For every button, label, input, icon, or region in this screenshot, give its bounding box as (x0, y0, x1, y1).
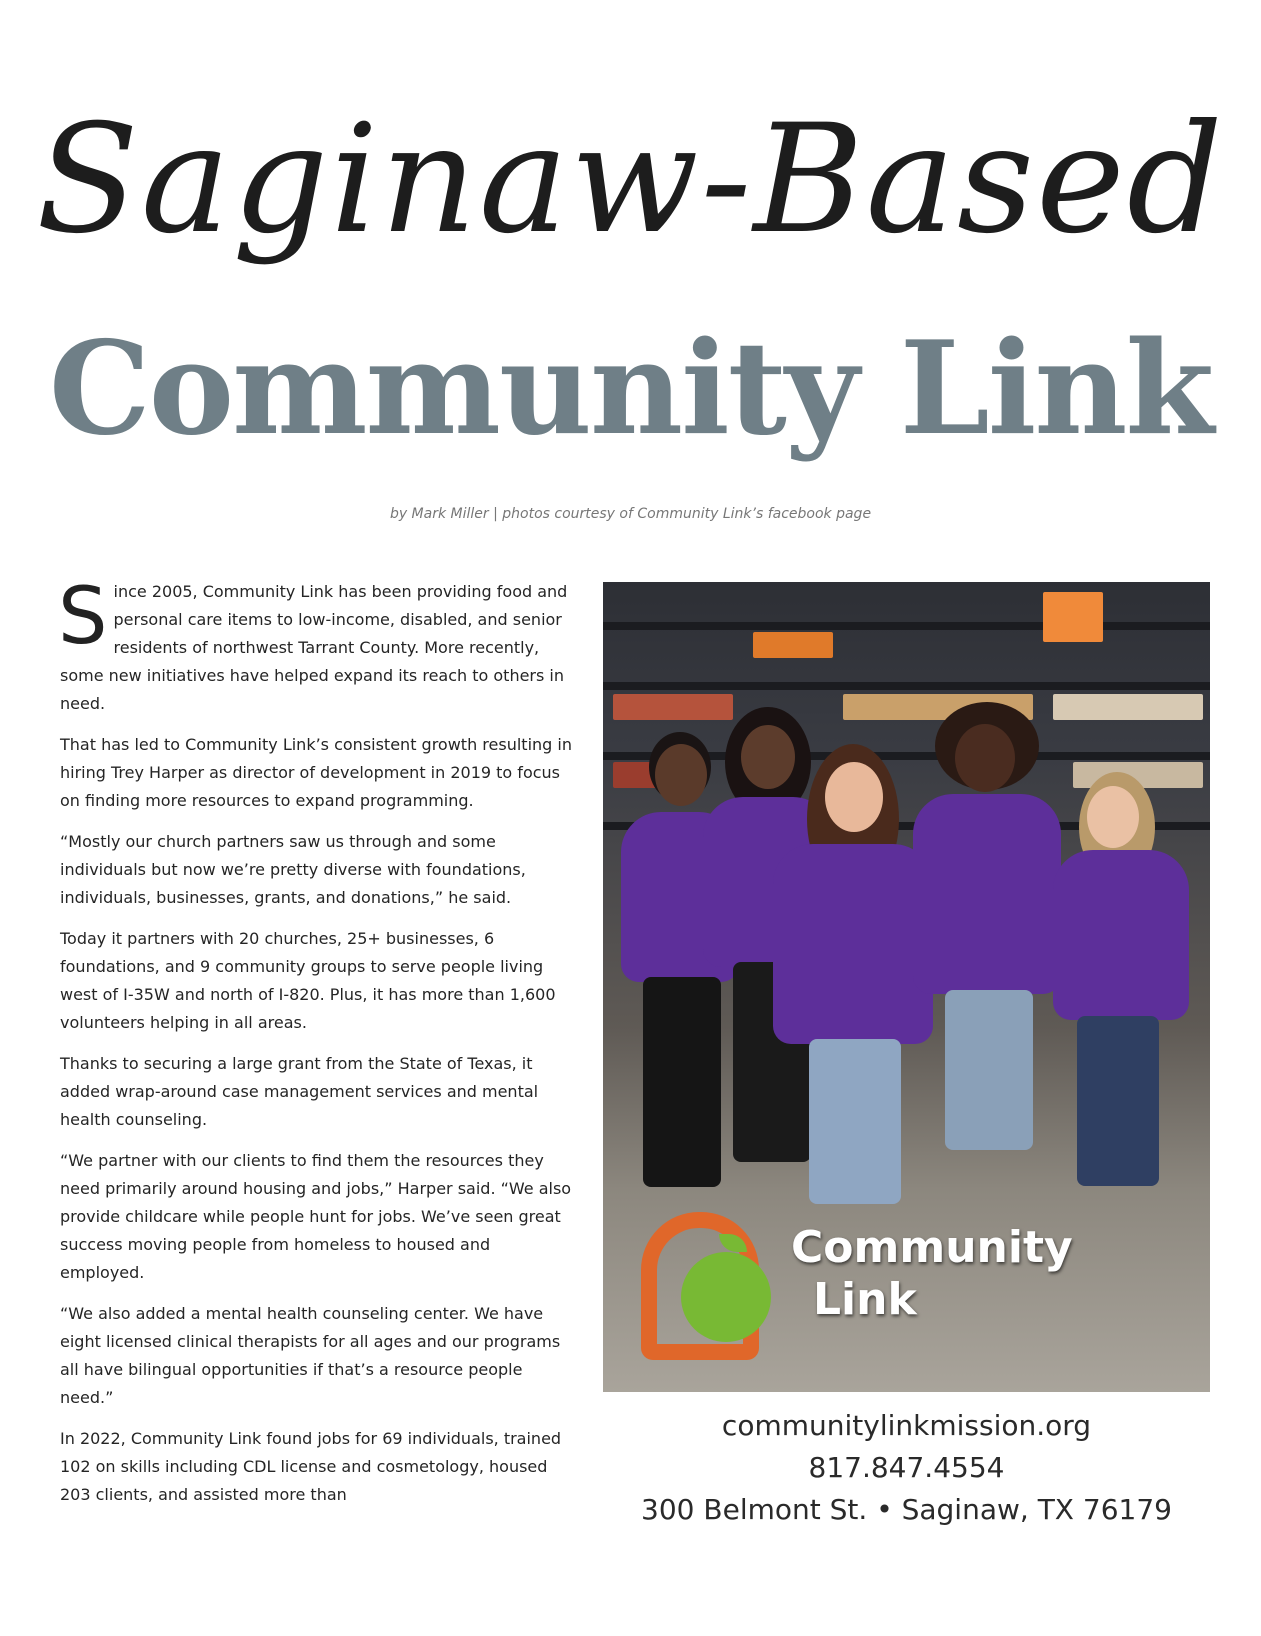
apple-icon (681, 1252, 771, 1342)
article-paragraph: “We also added a mental health counseling center. We have eight licensed clinical therapists for all ages and our programs all have bilingual opportunities if that’s a resource people need.” (60, 1304, 561, 1407)
script-title: Saginaw-Based (36, 93, 1225, 267)
street-address: 300 Belmont St. • Saginaw, TX 76179 (641, 1493, 1172, 1526)
contact-block (603, 1405, 1210, 1531)
article-paragraph: “We partner with our clients to find them the resources they need primarily around housing and jobs,” Harper said. “We also provide childcare while people hunt for jobs. We’ve seen great success moving people from homeless to housed and employed. (60, 1151, 572, 1282)
article-paragraph: Today it partners with 20 churches, 25+ businesses, 6 foundations, and 9 community groups to serve people living west of I-35W and north of I-820. Plus, it has more than 1,600 volunteers helping in all areas. (60, 929, 556, 1032)
byline: by Mark Miller | photos courtesy of Community Link’s facebook page (389, 506, 872, 522)
shelf-stock (1053, 694, 1203, 720)
article-body (58, 572, 575, 1522)
article-paragraph: Thanks to securing a large grant from the State of Texas, it added wrap-around case management services and mental health counseling. (60, 1054, 539, 1129)
website-link[interactable]: communitylinkmission.org (721, 1409, 1092, 1442)
article-paragraph: That has led to Community Link’s consistent growth resulting in hiring Trey Harper as director of development in 2019 to focus on finding more resources to expand programming. (60, 735, 572, 810)
article-paragraph: In 2022, Community Link found jobs for 69 individuals, trained 102 on skills including CDL license and cosmetology, housed 203 clients, and assisted more than (60, 1429, 562, 1504)
article-paragraph: “Mostly our church partners saw us through and some individuals but now we’re pretty diverse with foundations, individuals, businesses, grants, and donations,” he said. (60, 832, 526, 907)
article-paragraph: Since 2005, Community Link has been providing food and personal care items to low-income, disabled, and senior residents of northwest Tarrant County. More recently, some new initiatives have helped expand its reach to others in need. (58, 572, 568, 713)
shelf-stock (1043, 592, 1103, 642)
phone-number: 817.847.4554 (808, 1451, 1005, 1484)
community-link-logo (641, 1212, 1073, 1362)
shelf-stock (753, 632, 833, 658)
volunteer (1053, 772, 1193, 1202)
volunteer (913, 702, 1063, 1162)
volunteer (773, 744, 933, 1214)
drop-cap: S (58, 572, 108, 662)
volunteers-photo (603, 582, 1210, 1392)
main-title: Community Link (48, 314, 1213, 464)
shelf (603, 682, 1210, 690)
logo-wordmark: Community Link (791, 1222, 1073, 1325)
shelf (603, 622, 1210, 630)
